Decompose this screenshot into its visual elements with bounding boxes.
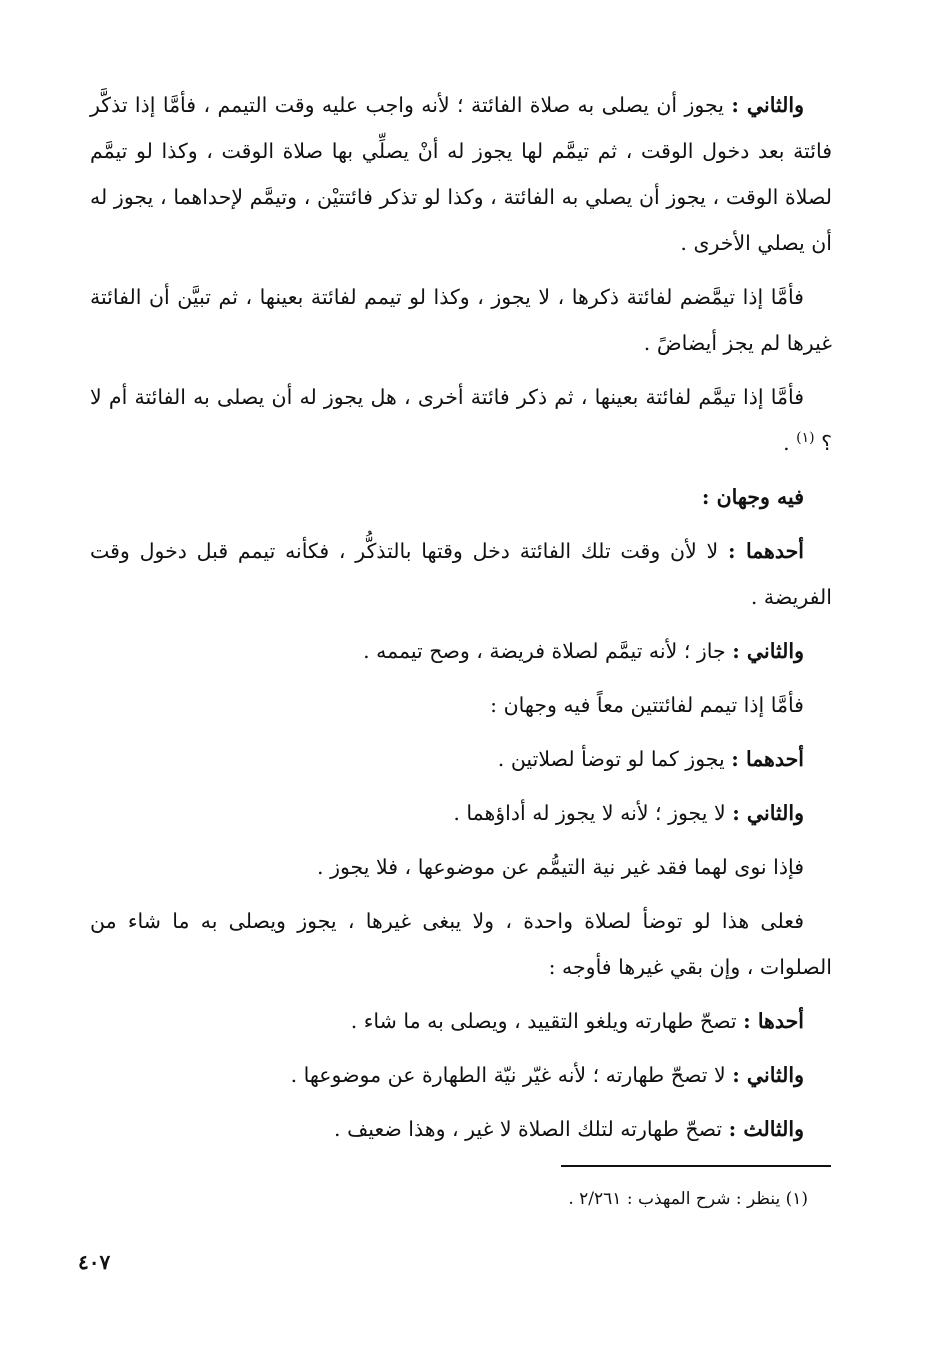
paragraph-2-text: فأمَّا إذا تيمَّضم لفائتة ذكرها ، لا يجوز ، وكذا لو تيمم لفائتة بعينها ، ثم تبيَّن أن الفائتة غيرها لم يجز أيضاضً .	[90, 285, 832, 355]
paragraph-8-text: يجوز كما لو توضأ لصلاتين .	[497, 747, 732, 771]
paragraph-6-lead: والثاني :	[732, 639, 804, 663]
paragraph-1-text: يجوز أن يصلى به صلاة الفائتة ؛ لأنه واجب عليه وقت التيمم ، فأمَّا إذا تذكَّر فائتة بعد دخول الوقت ، ثم تيمَّم لها يجوز له أنْ يصلِّي بها صلاة الوقت ، وكذا لو تيمَّم لصلاة الوقت ، يجوز أن يصلي به الفائتة ، وكذا لو تذكر فائتتيْن ، وتيمَّم لإحداهما ، يجوز له أن يصلي الأخرى .	[90, 93, 832, 255]
paragraph-8-lead: أحدهما :	[731, 747, 804, 771]
paragraph-5	[90, 528, 832, 620]
paragraph-3-text: فأمَّا إذا تيمَّم لفائتة بعينها ، ثم ذكر فائتة أخرى ، هل يجوز له أن يصلى به الفائتة أم لا ؟	[90, 385, 832, 455]
paragraph-12-lead: أحدها :	[743, 1009, 804, 1033]
paragraph-9-lead: والثاني :	[732, 801, 804, 825]
paragraph-5-lead: أحدهما :	[728, 539, 804, 563]
footnote-divider	[561, 1165, 831, 1167]
paragraph-12-text: تصحّ طهارته ويلغو التقييد ، ويصلى به ما شاء .	[350, 1009, 744, 1033]
paragraph-13-text: لا تصحّ طهارته ؛ لأنه غيّر نيّة الطهارة عن موضوعها .	[290, 1063, 733, 1087]
paragraph-14	[90, 1106, 832, 1152]
paragraph-13	[90, 1052, 832, 1098]
page-body	[90, 82, 832, 1160]
paragraph-8	[90, 736, 832, 782]
paragraph-11-text: فعلى هذا لو توضأ لصلاة واحدة ، ولا يبغى غيرها ، يجوز ويصلى به ما شاء من الصلوات ، وإن بقي غيرها فأوجه :	[90, 909, 832, 979]
paragraph-9-text: لا يجوز ؛ لأنه لا يجوز له أداؤهما .	[453, 801, 733, 825]
paragraph-4-lead: فيه وجهان :	[701, 485, 804, 509]
paragraph-13-lead: والثاني :	[732, 1063, 804, 1087]
paragraph-14-text: تصحّ طهارته لتلك الصلاة لا غير ، وهذا ضعيف .	[334, 1117, 729, 1141]
paragraph-1-lead: والثاني :	[731, 93, 804, 117]
paragraph-3-tail: .	[783, 431, 797, 455]
paragraph-10-text: فإذا نوى لهما فقد غير نية التيمُّم عن موضوعها ، فلا يجوز .	[317, 855, 804, 879]
paragraph-6-text: جاز ؛ لأنه تيمَّم لصلاة فريضة ، وصح تيممه .	[363, 639, 733, 663]
paragraph-14-lead: والثالث :	[728, 1117, 804, 1141]
paragraph-4	[90, 474, 832, 520]
paragraph-10	[90, 844, 832, 890]
paragraph-6	[90, 628, 832, 674]
paragraph-1	[90, 82, 832, 266]
paragraph-11	[90, 898, 832, 990]
paragraph-7	[90, 682, 832, 728]
footnote: (١) ينظر : شرح المهذب : ٢/٢٦١ .	[568, 1189, 808, 1209]
paragraph-5-text: لا لأن وقت تلك الفائتة دخل وقتها بالتذكُّر ، فكأنه تيمم قبل دخول وقت الفريضة .	[90, 539, 832, 609]
page-number: ٤٠٧	[78, 1250, 111, 1274]
paragraph-9	[90, 790, 832, 836]
paragraph-2	[90, 274, 832, 366]
footnote-reference[interactable]: (١)	[796, 430, 815, 447]
paragraph-12	[90, 998, 832, 1044]
paragraph-3	[90, 374, 832, 466]
paragraph-7-text: فأمَّا إذا تيمم لفائتتين معاً فيه وجهان :	[490, 693, 804, 717]
